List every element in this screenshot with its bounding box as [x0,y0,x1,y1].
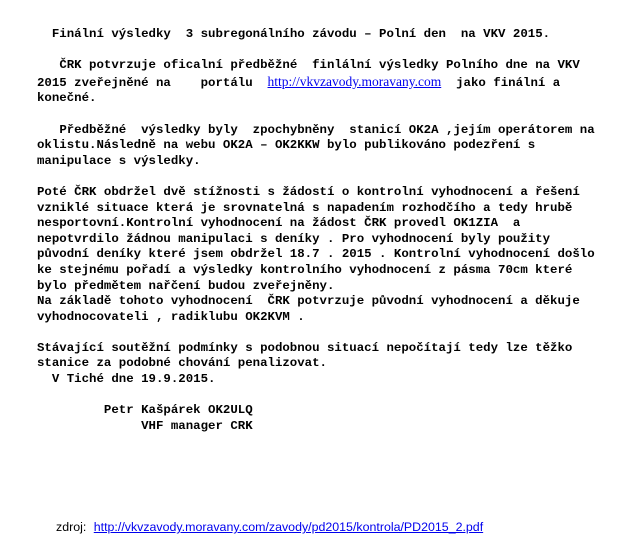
paragraph-confirmation [37,58,597,107]
paragraph-confirmation-text-start: ČRK potvrzuje oficalní předběžné finlální výsledky Polního dne na VKV 2015 zveřejněné na portálu [37,58,588,90]
document-body [37,27,603,434]
portal-link[interactable]: http://vkvzavody.moravany.com [267,73,442,89]
source-footer [56,520,483,534]
document-title: Finální výsledky 3 subregonálního závodu – Polní den na VKV 2015. [37,27,551,41]
paragraph-conditions: Stávající soutěžní podmínky s podobnou situací nepočítají tedy lze těžko stanice za podobné chování penalizovat. V Tiché dne 19.9.2015. [37,340,573,387]
paragraph-confirmation-text-end: jako finální a konečné. [37,75,568,106]
source-label: zdroj: [56,520,87,534]
paragraph-dispute: Předběžné výsledky byly zpochybněny stanicí OK2A ,jejím operátorem na oklistu.Následně na webu OK2A – OK2KKW bylo publikováno podezření s manipulace s výsledky. [37,122,603,168]
signature-name: Petr Kašpárek OK2ULQ [37,403,253,418]
signature-role: VHF manager CRK [37,418,253,433]
paragraph-complaints: Poté ČRK obdržel dvě stížnosti s žádostí o kontrolní vyhodnocení a řešení vzniklé situace která je srovnatelná s napadením rozhodčího a tedy hrubě nesportovní.Kontrolní vyhodnocení na žádost ČRK provedl OK1ZIA a nepotvrdilo žádnou manipulaci s deníky . Pro vyhodnocení byly použity původní deníky které jsem obdržel 18.7 . 2015 . Kontrolní vyhodnocení došlo ke stejnému pořadí a výsledky kontrolního vyhodnocení z pásma 70cm které bylo předmětem nařčení budou zveřejněny. Na základě tohoto vyhodnocení ČRK potvrzuje původní vyhodnocení a děkuje vyhodnocovateli , radiklubu OK2KVM . [37,184,595,324]
source-link[interactable]: http://vkvzavody.moravany.com/zavody/pd2015/kontrola/PD2015_2.pdf [93,520,484,534]
